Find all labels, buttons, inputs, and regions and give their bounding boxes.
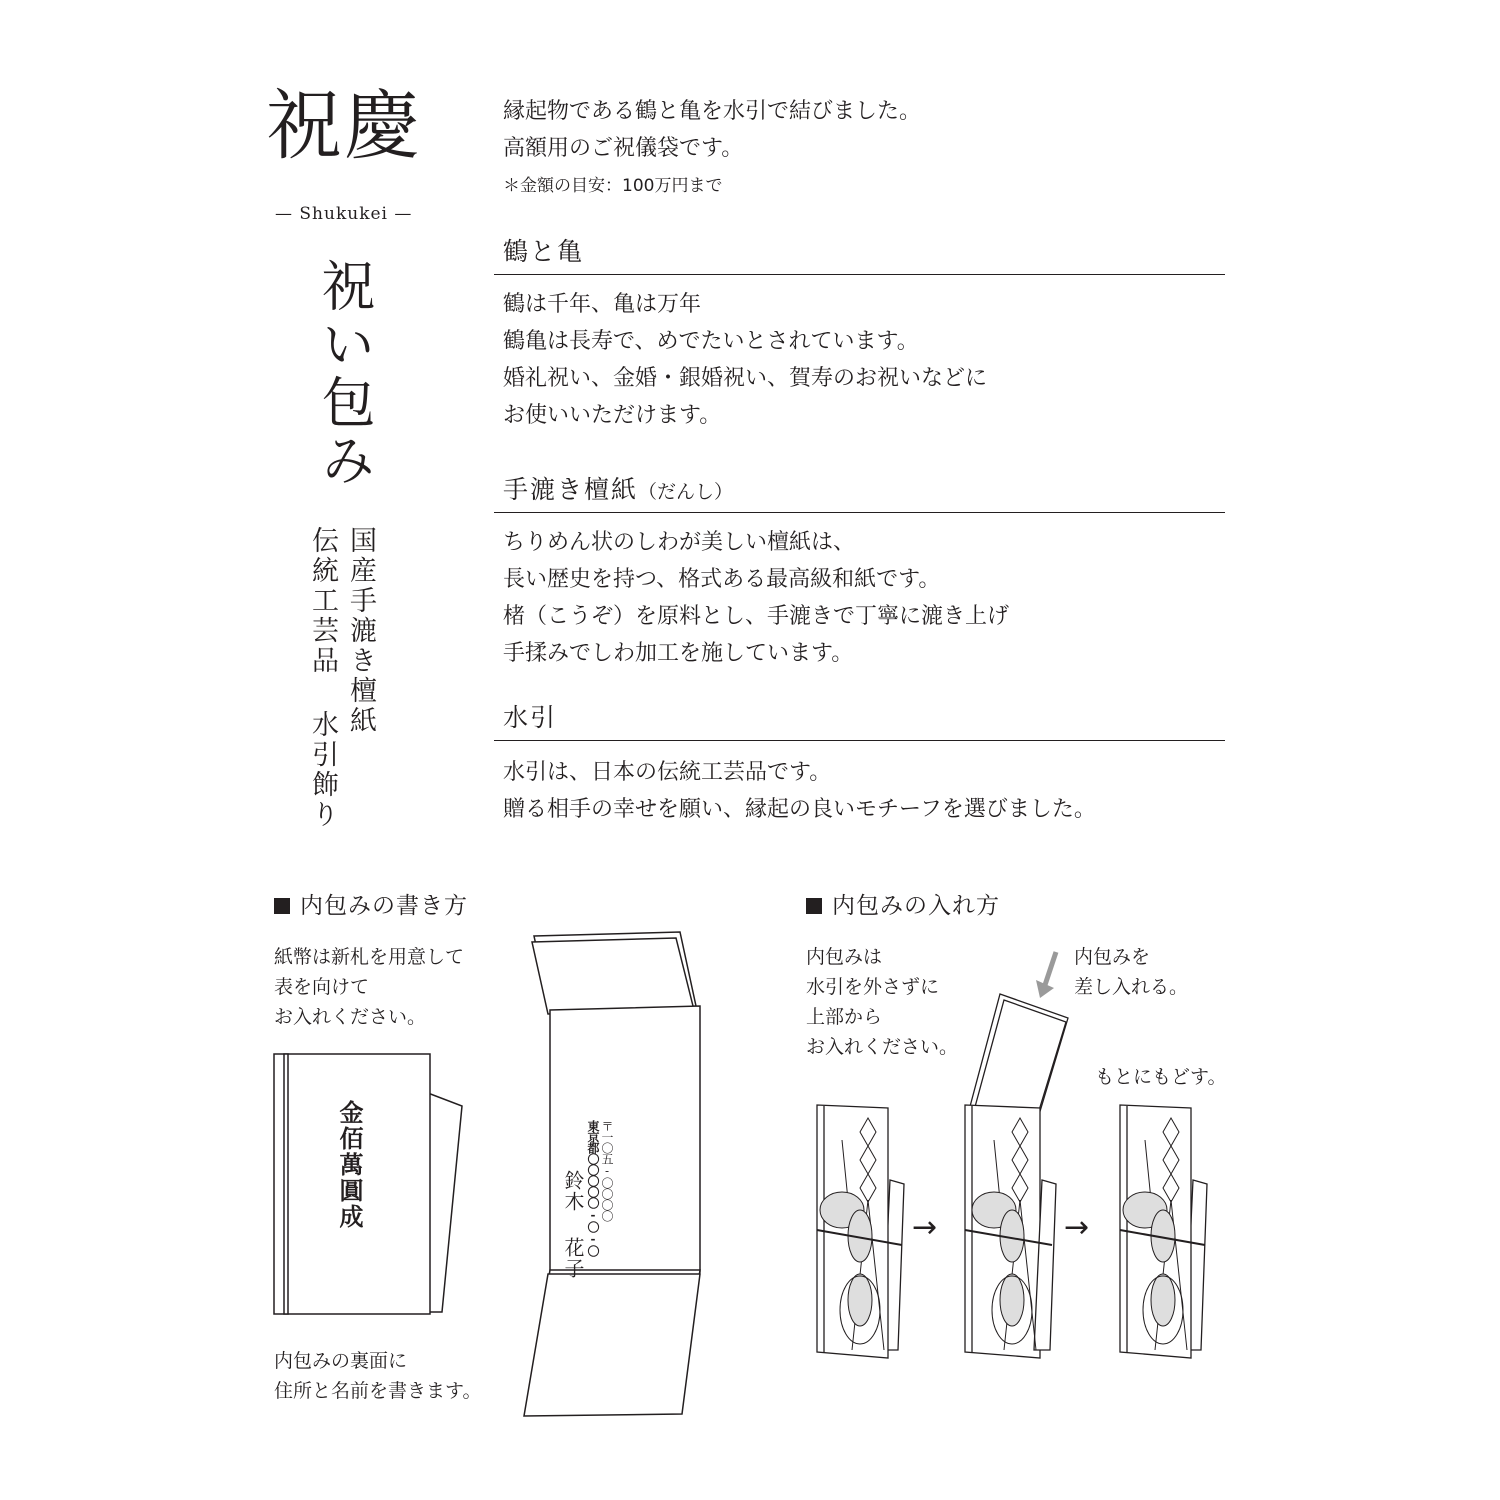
writing-heading [274, 887, 468, 920]
arrow-right-1: → [912, 1210, 938, 1245]
section-heading-tsuru: 鶴と亀 [503, 237, 585, 266]
intro [503, 93, 921, 201]
body-line: 楮（こうぞ）を原料とし、手漉きで丁寧に漉き上げ [503, 604, 1010, 629]
intro-note: ＊金額の目安：100万円まで [503, 176, 723, 196]
note-line: お入れください。 [806, 1036, 959, 1058]
section-body-tsuru [503, 286, 987, 434]
writing-note-top [274, 942, 464, 1032]
inserting-note-restore: もとにもどす。 [1095, 1066, 1227, 1088]
heading-note: （だんし） [638, 481, 734, 503]
note-line: 住所と名前を書きます。 [274, 1380, 482, 1402]
section-divider [494, 274, 1225, 275]
inner-wrap-back-illustration [520, 930, 710, 1420]
intro-line: 高額用のご祝儀袋です。 [503, 136, 744, 161]
note-line: 内包みを [1074, 946, 1151, 968]
inserting-heading-text: 内包みの入れ方 [832, 893, 1000, 919]
vertical-sub-right: 国産手漉き檀紙 [345, 526, 376, 736]
vertical-sub-left: 伝統工芸品 水引飾り [307, 526, 338, 830]
note-line: 上部から [806, 1006, 883, 1028]
heading-text: 手漉き檀紙 [503, 475, 639, 504]
inserting-note-right [1074, 942, 1188, 1002]
vertical-title: 祝い包み [313, 258, 376, 490]
writing-heading-text: 内包みの書き方 [300, 893, 468, 919]
note-line: 水引を外さずに [806, 976, 940, 998]
body-line: 水引は、日本の伝統工芸品です。 [503, 760, 832, 785]
body-line: 贈る相手の幸せを願い、縁起の良いモチーフを選びました。 [503, 797, 1096, 822]
body-line: 鶴は千年、亀は万年 [503, 292, 702, 317]
brand-title: 祝慶 [266, 81, 422, 170]
envelope-step-1-illustration [812, 1100, 912, 1360]
note-line: 表を向けて [274, 976, 370, 998]
note-line: お入れください。 [274, 1006, 427, 1028]
body-line: ちりめん状のしわが美しい檀紙は、 [503, 530, 856, 555]
inserting-heading [806, 887, 1000, 920]
body-line: 婚礼祝い、金婚・銀婚祝い、賀寿のお祝いなどに [503, 366, 988, 391]
back-postal: 〒一〇五-〇〇〇〇 [600, 1120, 614, 1221]
note-line: 内包みは [806, 946, 883, 968]
square-bullet-icon [806, 898, 822, 914]
note-line: 差し入れる。 [1074, 976, 1189, 998]
brand-subtitle: — Shukukei — [275, 204, 413, 224]
square-bullet-icon [274, 898, 290, 914]
intro-line: 縁起物である鶴と亀を水引で結びました。 [503, 99, 922, 124]
inner-wrap-front-illustration [270, 1050, 470, 1320]
section-divider [494, 740, 1225, 741]
envelope-step-3-illustration [1115, 1100, 1215, 1360]
section-heading-danshi [503, 470, 733, 506]
section-body-danshi [503, 524, 1009, 672]
arrow-right-2: → [1064, 1210, 1090, 1245]
front-amount-text: 金佰萬圓成 [335, 1100, 364, 1230]
body-line: 長い歴史を持つ、格式ある最高級和紙です。 [503, 567, 941, 592]
back-name: 鈴木 花子 [561, 1170, 585, 1279]
section-body-mizuhiki [503, 754, 1096, 828]
note-line: 内包みの裏面に [274, 1350, 408, 1372]
envelope-step-2-illustration [960, 990, 1070, 1360]
section-divider [494, 512, 1225, 513]
note-line: 紙幣は新札を用意して [274, 946, 465, 968]
inserting-note-left [806, 942, 958, 1062]
section-heading-mizuhiki: 水引 [503, 703, 558, 732]
back-address: 東京都〇〇〇〇〇-〇-〇 [586, 1120, 600, 1256]
writing-note-bottom [274, 1346, 481, 1406]
body-line: 手揉みでしわ加工を施しています。 [503, 641, 854, 666]
body-line: お使いいただけます。 [503, 403, 722, 428]
body-line: 鶴亀は長寿で、めでたいとされています。 [503, 329, 919, 354]
